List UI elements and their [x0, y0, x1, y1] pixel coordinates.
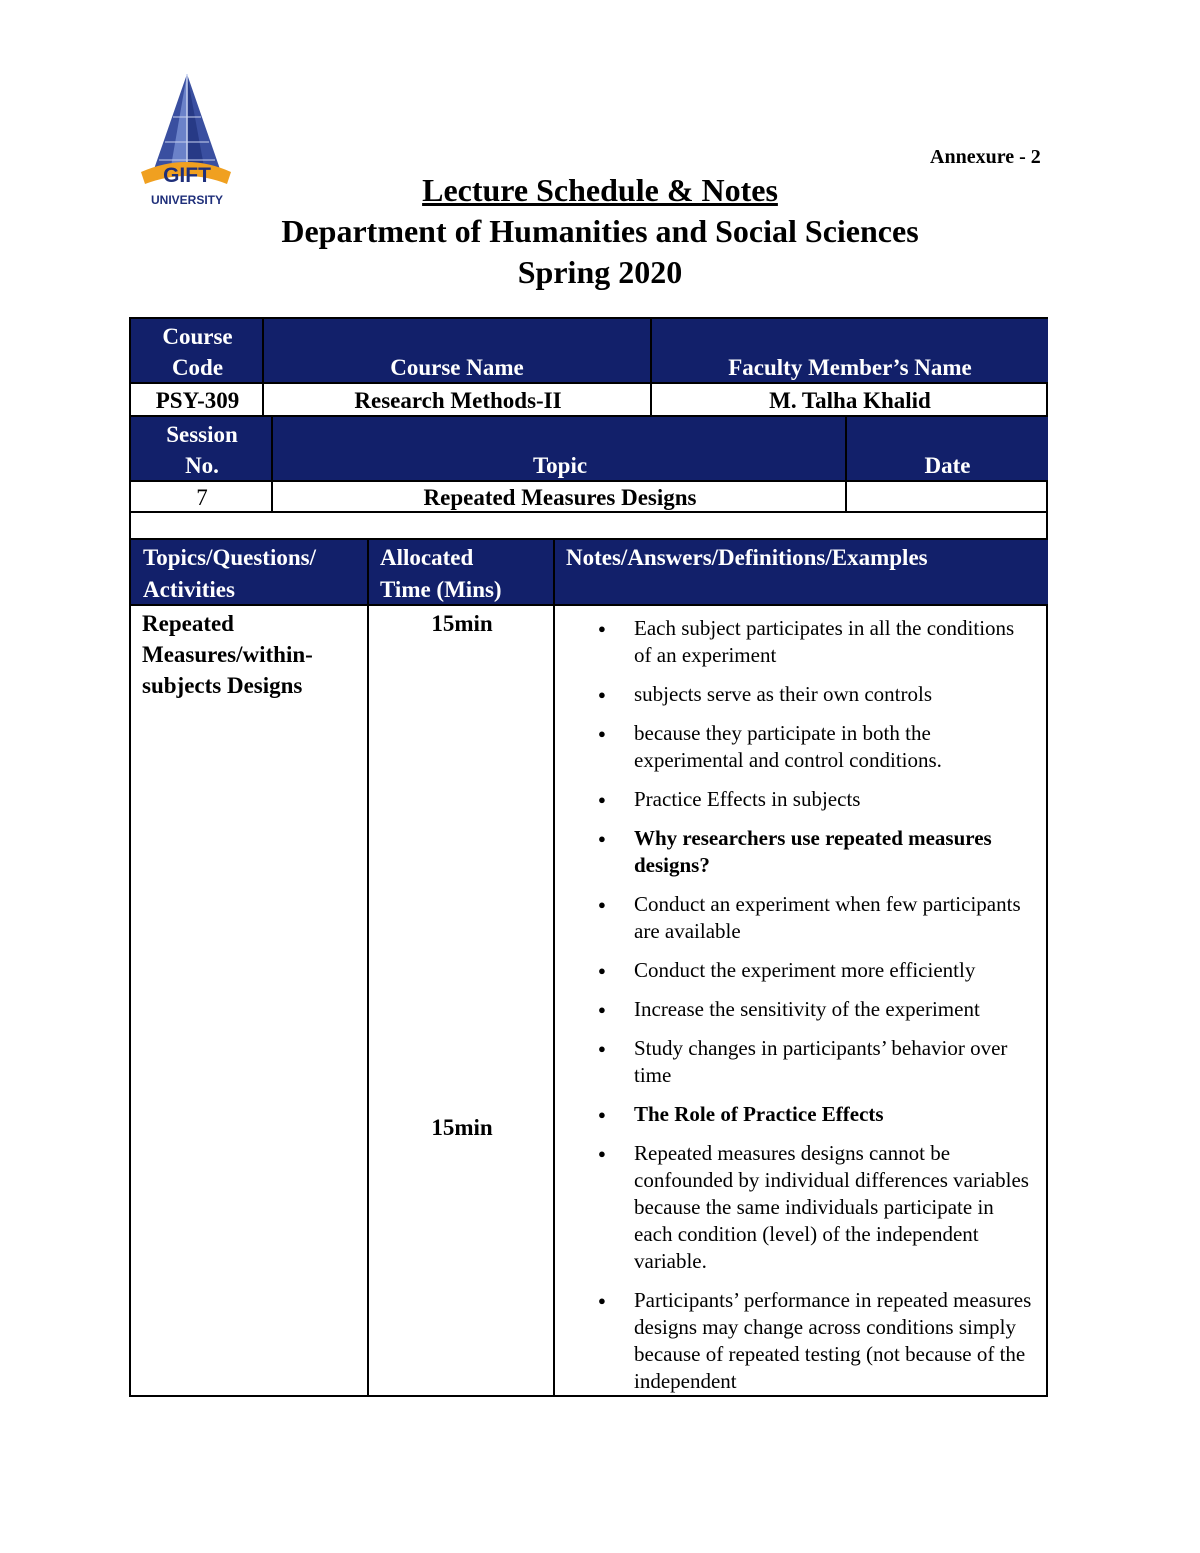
note-item: ● Repeated measures designs cannot be confounded by individual differences variables because the same individuals participate in each condition (level) of the independent variable. — [590, 1140, 1035, 1275]
time-1: 15min — [431, 611, 493, 636]
note-item: ● Participants’ performance in repeated measures designs may change across conditions simply because of repeated testing (not because of the independent — [590, 1287, 1035, 1395]
session-no-value: 7 — [196, 485, 208, 510]
note-heading: ● Why researchers use repeated measures designs? — [590, 825, 1035, 879]
course-code-header: Course Code — [131, 321, 264, 383]
note-heading: ● The Role of Practice Effects — [590, 1101, 1035, 1128]
topic-cell: Repeated Measures/within- subjects Designs — [142, 611, 313, 698]
note-item: ● Conduct an experiment when few participants are available — [590, 891, 1035, 945]
allocated-time-header: Allocated Time (Mins) — [380, 542, 550, 606]
note-item: ● Conduct the experiment more efficiently — [590, 957, 1035, 984]
page-title: Lecture Schedule & Notes — [422, 172, 778, 208]
note-item: ● Study changes in participants’ behavior over time — [590, 1035, 1035, 1089]
note-item: ● Each subject participates in all the conditions of an experiment — [590, 615, 1035, 669]
faculty-name-value: M. Talha Khalid — [769, 388, 931, 413]
note-item: ● Practice Effects in subjects — [590, 786, 1035, 813]
notes-list — [590, 615, 1035, 1407]
svg-text:UNIVERSITY: UNIVERSITY — [150, 193, 224, 207]
topics-questions-header: Topics/Questions/ Activities — [143, 542, 363, 606]
svg-text:GIFT: GIFT — [163, 164, 211, 187]
course-code-value: PSY-309 — [155, 388, 240, 413]
term-title: Spring 2020 — [517, 254, 683, 290]
session-no-header: Session No. — [131, 419, 273, 481]
faculty-name-header: Faculty Member’s Name — [652, 352, 1048, 383]
department-title: Department of Humanities and Social Sciences — [281, 213, 919, 249]
note-item: ● Increase the sensitivity of the experiment — [590, 996, 1035, 1023]
time-2: 15min — [431, 1115, 493, 1140]
topic-value: Repeated Measures Designs — [423, 485, 697, 510]
topic-header: Topic — [273, 450, 847, 481]
notes-header: Notes/Answers/Definitions/Examples — [566, 542, 1036, 574]
date-header: Date — [847, 450, 1048, 481]
annexure-label: Annexure - 2 — [930, 146, 1041, 168]
note-item: ● subjects serve as their own controls — [590, 681, 1035, 708]
note-item: ● because they participate in both the experimental and control conditions. — [590, 720, 1035, 774]
course-name-value: Research Methods-II — [354, 388, 562, 413]
course-name-header: Course Name — [264, 352, 650, 383]
